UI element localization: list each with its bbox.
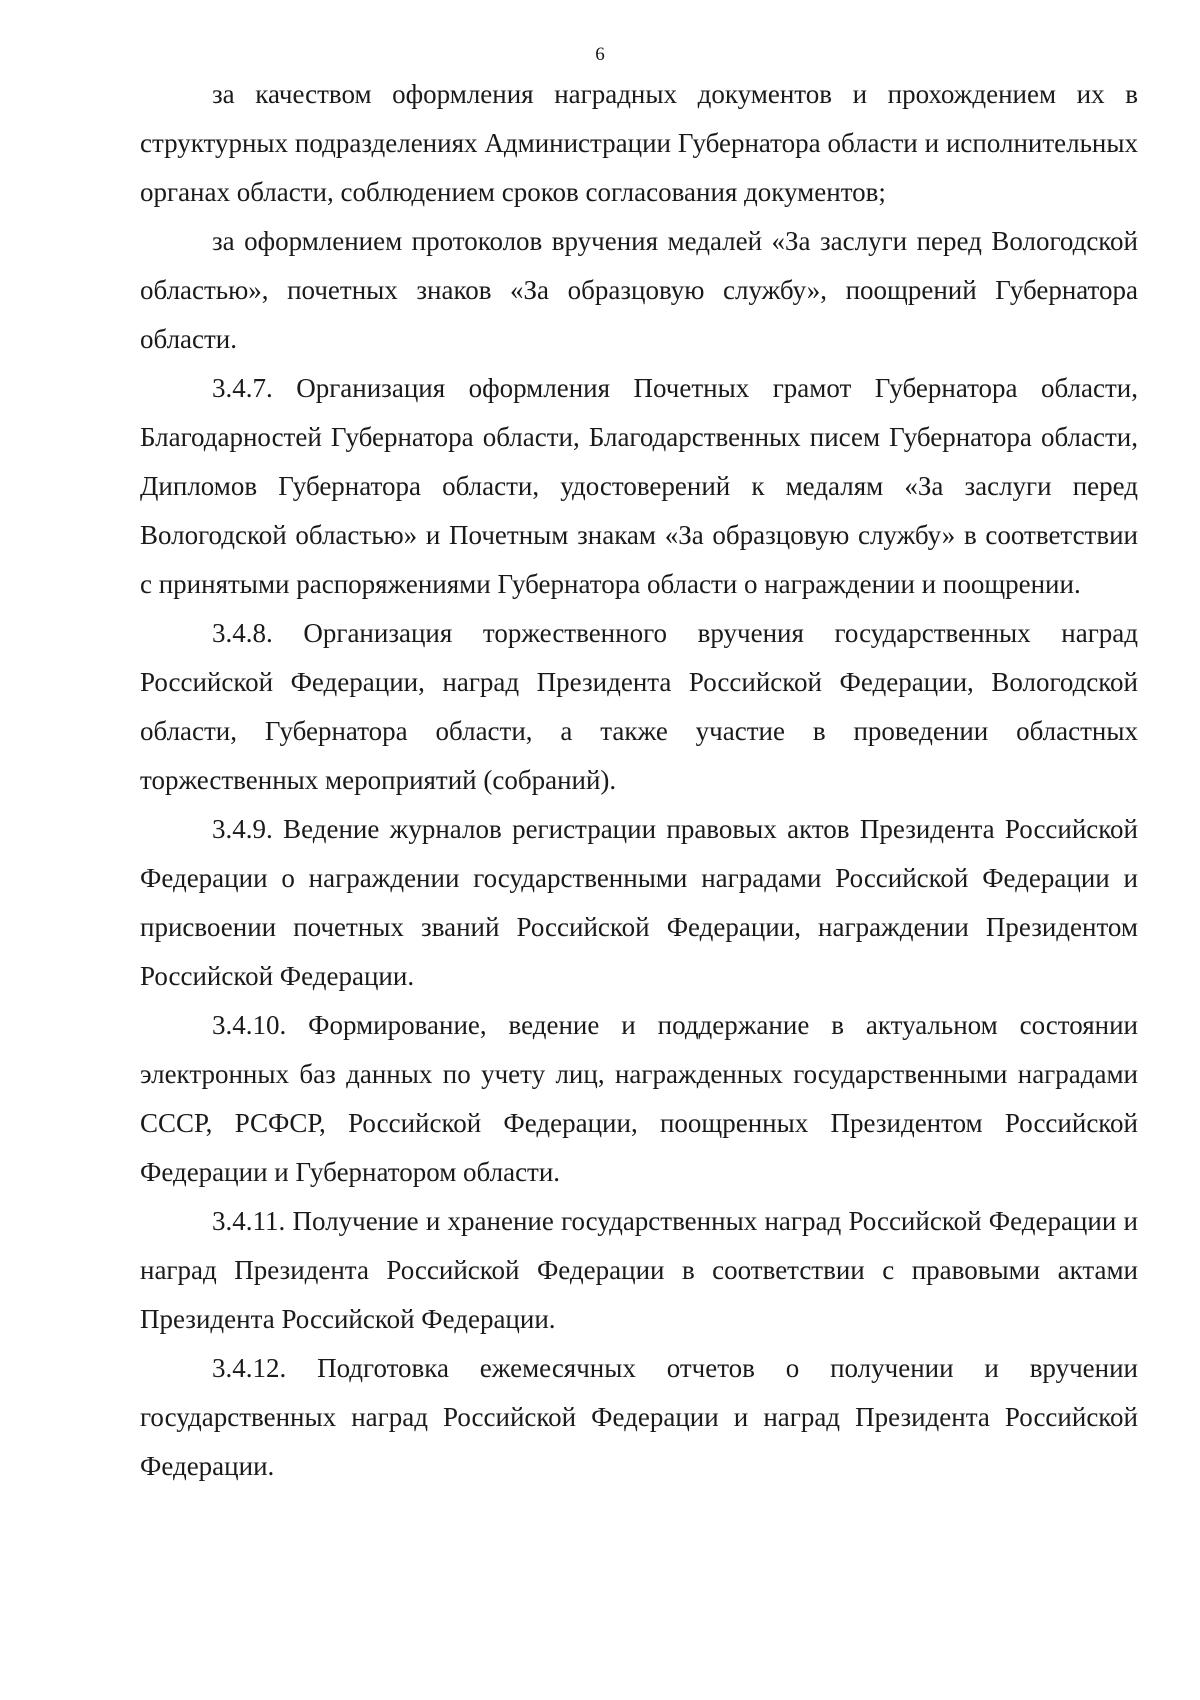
page-number: 6 (595, 44, 605, 65)
paragraph-3-4-10: 3.4.10. Формирование, ведение и поддержание в актуальном состоянии электронных баз данных по учету лиц, награжденных государственными наградами СССР, РСФСР, Российской Федерации, поощренных Президентом Российской Федерации и Губернатором области. (140, 1010, 1138, 1187)
paragraph-3-4-9: 3.4.9. Ведение журналов регистрации правовых актов Президента Российской Федерации о награждении государственными наградами Российской Федерации и присвоении почетных званий Российской Федерации, награждении Президентом Российской Федерации. (140, 814, 1138, 991)
paragraph-3-4-12: 3.4.12. Подготовка ежемесячных отчетов о получении и вручении государственных наград Российской Федерации и наград Президента Российской Федерации. (140, 1353, 1138, 1481)
paragraph-3-4-7: 3.4.7. Организация оформления Почетных грамот Губернатора области, Благодарностей Губернатора области, Благодарственных писем Губернатора области, Дипломов Губернатора области, удостоверений к медалям «За заслуги перед Вологодской областью» и Почетным знакам «За образцовую службу» в соответствии с принятыми распоряжениями Губернатора области о награждении и поощрении. (140, 373, 1138, 599)
paragraph-continuation-quality-control: за качеством оформления наградных документов и прохождением их в структурных подразделениях Администрации Губернатора области и исполнительных органах области, соблюдением сроков согласования документов; (140, 79, 1138, 207)
paragraph-3-4-8: 3.4.8. Организация торжественного вручения государственных наград Российской Федерации, наград Президента Российской Федерации, Вологодской области, Губернатора области, а также участие в проведении областных торжественных мероприятий (собраний). (140, 618, 1138, 795)
paragraph-protocols: за оформлением протоколов вручения медалей «За заслуги перед Вологодской областью», почетных знаков «За образцовую службу», поощрений Губернатора области. (140, 226, 1138, 354)
paragraph-3-4-11: 3.4.11. Получение и хранение государственных наград Российской Федерации и наград Президента Российской Федерации в соответствии с правовыми актами Президента Российской Федерации. (140, 1206, 1138, 1334)
document-body (140, 70, 1138, 1491)
